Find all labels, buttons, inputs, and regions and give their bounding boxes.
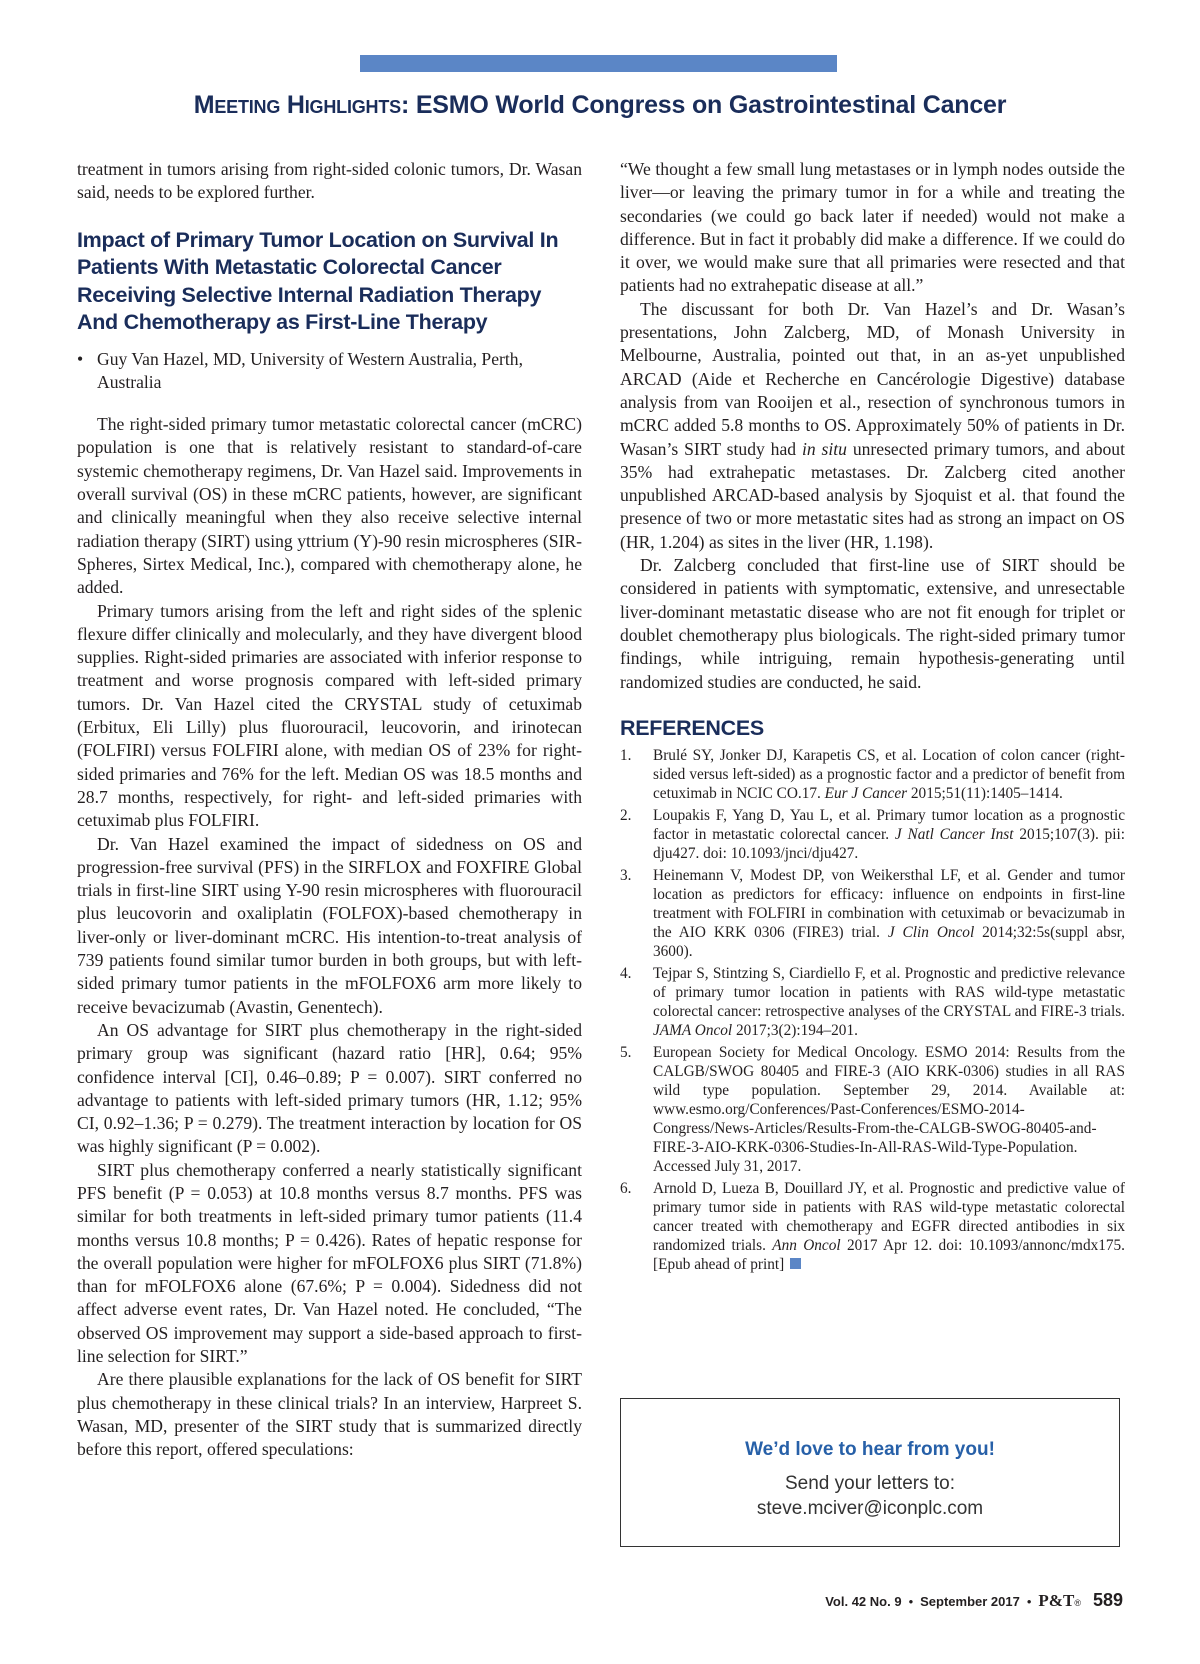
reference-item [620, 746, 1125, 803]
reference-number: 2. [620, 807, 632, 825]
reference-item [620, 964, 1125, 1040]
footer-separator: • [1026, 1594, 1032, 1609]
body-paragraph: The right-sided primary tumor metastatic colorectal cancer (mCRC) population is one that is relatively resistant to standard-of-care systemic chemotherapy regimens, Dr. Van Hazel said. Improvements in overall survival (OS) in these mCRC patients, however, are significant and clinically meaningful when they also receive selective internal radiation therapy (SIRT) using yttrium (Y)-90 resin microspheres (SIR-Spheres, Sirtex Medical, Inc.), compared with chemotherapy alone, he added. [77, 414, 582, 598]
continued-paragraph: treatment in tumors arising from right-sided colonic tumors, Dr. Wasan said, needs to be explored further. [77, 159, 582, 203]
reference-text: Heinemann V, Modest DP, von Weikersthal LF, et al. Gender and tumor location as predictors for efficacy: influence on endpoints in first-line treatment with FOLFIRI in combination with cetuximab or bevacizumab in the AIO KRK 0306 (FIRE3) trial. J Clin Oncol 2014;32:5s(suppl absr, 3600). [653, 867, 1125, 961]
body-text: The discussant for both Dr. Van Hazel’s and Dr. Wasan’s presentations, John Zalcberg, MD, of Monash University in Melbourne, Australia, pointed out that, in an as-yet unpublished ARCAD (Aide et Recherche en Cancérologie Digestive) database analysis from van Rooijen et al., resection of synchronous tumors in mCRC added 5.8 months to OS. Approximately 50% of patients in Dr. Wasan’s SIRT study had [620, 298, 1125, 459]
byline-bullet: • [77, 348, 84, 369]
reference-number: 6. [620, 1180, 632, 1198]
body-paragraph: Dr. Zalcberg concluded that first-line use of SIRT should be considered in patients with symptomatic, extensive, and unresectable liver-dominant metastatic disease who are not fit enough for triplet or doublet chemotherapy plus biologicals. The right-sided primary tumor findings, while intriguing, remain hypothesis-generating until randomized studies are conducted, he said. [620, 555, 1125, 692]
body-text: unresected primary tumors, and about 35% had extrahepatic metastases. Dr. Zalcberg cited another unpublished ARCAD-based analysis by Sjoquist et al. that found the presence of two or more metastatic sites had as strong an impact on OS (HR, 1.204) as sites in the liver (HR, 1.198). [620, 438, 1125, 552]
page-header [0, 91, 1200, 120]
page-footer [825, 1590, 1123, 1611]
right-column [620, 158, 1125, 1277]
italic-term: in situ [801, 438, 847, 459]
byline [77, 348, 582, 395]
reference-text: Tejpar S, Stintzing S, Ciardiello F, et al. Prognostic and predictive relevance of primary tumor location in patients with RAS wild-type metastatic colorectal cancer: retrospective analyses of the CRYSTAL and FIRE-3 trials. JAMA Oncol 2017;3(2):194–201. [653, 965, 1125, 1040]
letters-callout-box [620, 1398, 1120, 1547]
article-title: Impact of Primary Tumor Location on Survival In Patients With Metastatic Colorectal Cancer Receiving Selective Internal Radiation Therapy And Chemotherapy as First-Line Therapy [77, 227, 559, 335]
letters-title: We’d love to hear from you! [745, 1439, 995, 1460]
footer-date: September 2017 [920, 1594, 1020, 1609]
quote-paragraph: “We thought a few small lung metastases or in lymph nodes outside the liver—or leaving the primary tumor in for a while and treating the secondaries (we could go back later if needed) would not make a difference. But in fact it probably did make a difference. If we could do it over, we would make sure that all primaries were resected and that patients had no extrahepatic disease at all.” [620, 159, 1125, 296]
body-paragraph: Are there plausible explanations for the lack of OS benefit for SIRT plus chemotherapy in these clinical trials? In an interview, Harpreet S. Wasan, MD, presenter of the SIRT study that is summarized directly before this report, offered speculations: [77, 1369, 582, 1460]
header-accent-bar [360, 55, 837, 72]
body-paragraph: Dr. Van Hazel examined the impact of sidedness on OS and progression-free survival (PFS) in the SIRFLOX and FOXFIRE Global trials in first-line SIRT using Y-90 resin microspheres with fluorouracil plus leucovorin and oxaliplatin (FOLFOX)-based chemotherapy in liver-only or liver-dominant mCRC. His intention-to-treat analysis of 739 patients found similar tumor burden in both groups, but with left-sided primary tumor patients in the mFOLFOX6 arm more likely to receive bevacizumab (Avastin, Genentech). [77, 833, 582, 1017]
footer-volume: Vol. 42 No. 9 [825, 1594, 902, 1609]
page-number: 589 [1092, 1590, 1123, 1610]
reference-item [620, 1179, 1125, 1274]
reference-item [620, 1043, 1125, 1176]
letters-email-link[interactable]: steve.mciver@iconplc.com [756, 1498, 984, 1519]
references-list [620, 746, 1125, 1274]
body-paragraph: Primary tumors arising from the left and right sides of the splenic flexure differ clinically and molecularly, and they have divergent blood supplies. Right-sided primaries are associated with inferior response to treatment and worse prognosis compared with left-sided primary tumors. Dr. Van Hazel cited the CRYSTAL study of cetuximab (Erbitux, Eli Lilly) plus fluorouracil, leucovorin, and irinotecan (FOLFIRI) versus FOLFIRI alone, with median OS of 23% for right-sided primaries and 76% for the left. Median OS was 18.5 months and 28.7 months, respectively, for right- and left-sided primaries with cetuximab plus FOLFIRI. [77, 600, 582, 831]
byline-text: Guy Van Hazel, MD, University of Western Australia, Perth, Australia [97, 348, 523, 392]
reference-text: Arnold D, Lueza B, Douillard JY, et al. Prognostic and predictive value of primary tumor side in patients with RAS wild-type metastatic colorectal cancer treated with chemotherapy and EGFR directed antibodies in six randomized trials. Ann Oncol 2017 Apr 12. doi: 10.1093/annonc/mdx175. [Epub ahead of print] [653, 1180, 1126, 1274]
reference-text: Brulé SY, Jonker DJ, Karapetis CS, et al. Location of colon cancer (right-sided versus left-sided) as a prognostic factor and a predictor of benefit from cetuximab in NCIC CO.17. Eur J Cancer 2015;51(11):1405–1414. [653, 747, 1125, 803]
header-title: ESMO World Congress on Gastrointestinal Cancer [415, 91, 1007, 119]
footer-journal: P&T [1038, 1591, 1075, 1610]
body-paragraph: SIRT plus chemotherapy conferred a nearly statistically significant PFS benefit (P = 0.053) at 10.8 months versus 8.7 months. PFS was similar for both treatments in left-sided primary tumor patients (11.4 months versus 10.8 months; P = 0.426). Rates of hepatic response for the overall population were higher for mFOLFOX6 plus SIRT (71.8%) than for mFOLFOX6 alone (67.6%; P = 0.004). Sidedness did not affect adverse event rates, Dr. Van Hazel noted. He concluded, “The observed OS improvement may support a side-based approach to first-line selection for SIRT.” [77, 1159, 582, 1367]
footer-separator: • [908, 1594, 914, 1609]
header-series: Meeting Highlights: [193, 91, 410, 119]
left-column [77, 158, 582, 1462]
registered-mark: ® [1074, 1598, 1081, 1608]
body-paragraph [620, 298, 1125, 554]
letters-instruction: Send your letters to: [784, 1473, 956, 1494]
reference-text: Loupakis F, Yang D, Yau L, et al. Primary tumor location as a prognostic factor in metastatic colorectal cancer. J Natl Cancer Inst 2015;107(3). pii: dju427. doi: 10.1093/jnci/dju427. [653, 807, 1125, 863]
reference-number: 5. [620, 1044, 632, 1062]
reference-text: European Society for Medical Oncology. ESMO 2014: Results from the CALGB/SWOG 80405 and FIRE-3 (AIO KRK-0306) studies in all RAS wild type population. September 29, 2014. Available at: www.esmo.org/Conferences/Past-Conferences/ESMO-2014-Congress/News-Articles/Results-From-the-CALGB-SWOG-80405-and-FIRE-3-AIO-KRK-0306-Studies-In-All-RAS-Wild-Type-Population. Accessed July 31, 2017. [653, 1044, 1125, 1176]
end-of-article-square-icon [790, 1258, 801, 1269]
reference-item [620, 866, 1125, 961]
reference-number: 1. [620, 747, 632, 765]
reference-item [620, 806, 1125, 863]
reference-number: 4. [620, 965, 632, 983]
reference-number: 3. [620, 867, 632, 885]
references-heading: REFERENCES [620, 715, 764, 740]
body-paragraph: An OS advantage for SIRT plus chemotherapy in the right-sided primary group was significant (hazard ratio [HR], 0.64; 95% confidence interval [CI], 0.46–0.89; P = 0.007). SIRT conferred no advantage to patients with left-sided primary tumors (HR, 1.12; 95% CI, 0.92–1.36; P = 0.279). The treatment interaction by location for OS was highly significant (P = 0.002). [77, 1019, 582, 1157]
